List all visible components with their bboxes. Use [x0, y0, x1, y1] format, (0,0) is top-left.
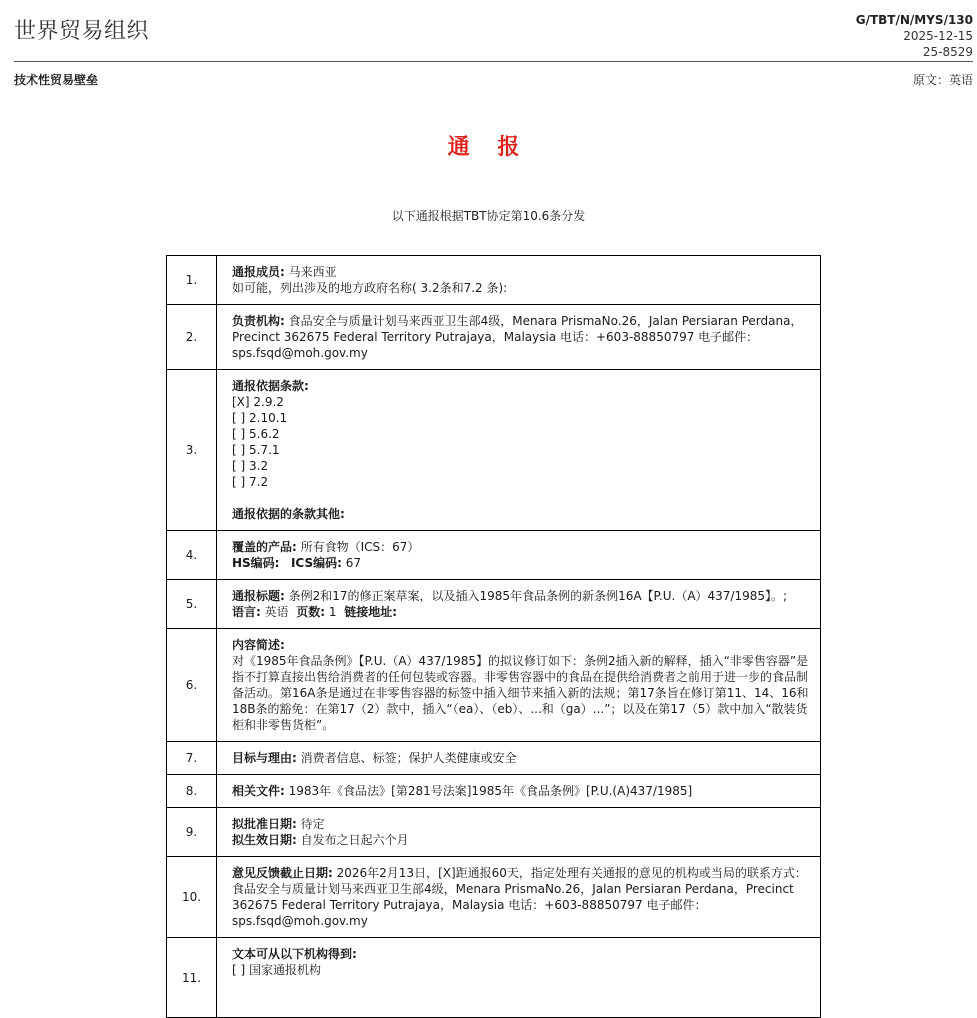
- row-number: 5.: [167, 580, 217, 629]
- original-language: 原文：英语: [912, 73, 973, 87]
- document-symbol: G/TBT/N/MYS/130: [855, 13, 973, 27]
- row-content: [217, 775, 821, 808]
- article-option: [ ] 7.2: [232, 475, 269, 489]
- table-row: [167, 370, 821, 531]
- row-number: 7.: [167, 742, 217, 775]
- row-number: 6.: [167, 629, 217, 742]
- field-value: 67: [341, 556, 361, 570]
- article-option: [ ] 3.2: [232, 459, 269, 473]
- row-number: 2.: [167, 305, 217, 370]
- row-number: 11.: [167, 938, 217, 1018]
- table-row: [167, 742, 821, 775]
- intro-line: 以下通报根据TBT协定第10.6条分发: [391, 209, 586, 223]
- field-label: 页数:: [296, 605, 326, 619]
- table-row: [167, 938, 821, 1018]
- field-label: 意见反馈截止日期:: [232, 866, 333, 880]
- row-number: 1.: [167, 256, 217, 305]
- table-row: [167, 305, 821, 370]
- committee-name: 技术性贸易壁垒: [14, 73, 99, 87]
- field-value: 食品安全与质量计划马来西亚卫生部4级，Menara PrismaNo.26，Jalan Persiaran Perdana，Precinct 362675 Federal Territory Putrajaya，Malaysia 电话：+603-88850797 电子邮件：sps.fsqd@moh.gov.my: [232, 314, 803, 360]
- field-label: 相关文件:: [232, 784, 285, 798]
- table-row: [167, 580, 821, 629]
- notification-heading: 通 报: [447, 135, 530, 160]
- article-option: [ ] 2.10.1: [232, 411, 288, 425]
- field-label: 通报成员:: [232, 265, 285, 279]
- field-label: 目标与理由:: [232, 751, 297, 765]
- row-number: 4.: [167, 531, 217, 580]
- document-date: 2025-12-15: [903, 29, 973, 43]
- field-value: 1: [325, 605, 337, 619]
- row-content: [217, 938, 821, 1018]
- row-content: [217, 305, 821, 370]
- row-content: [217, 370, 821, 531]
- notification-table: [166, 255, 821, 1018]
- field-value: [ ] 国家通报机构: [232, 963, 321, 977]
- row-content: [217, 857, 821, 938]
- document-ref: 25-8529: [922, 45, 973, 59]
- row-content: [217, 256, 821, 305]
- org-title: 世界贸易组织: [14, 19, 150, 44]
- row-content: [217, 742, 821, 775]
- field-value: 条例2和17的修正案草案，以及插入1985年食品条例的新条例16A【P.U.（A）437/1985】。;: [284, 589, 788, 603]
- header-divider: [14, 61, 973, 62]
- article-option: [ ] 5.6.2: [232, 427, 280, 441]
- field-value: 对《1985年食品条例》【P.U.（A）437/1985】的拟议修订如下：条例2插入新的解释，插入“非零售容器”是指不打算直接出售给消费者的任何包装或容器。非零售容器中的食品在提供给消费者之前用于进一步的食品制备活动。第16A条是通过在非零售容器的标签中插入细节来插入新的法规；第17条旨在修订第11、14、16和18B条的豁免：在第17（2）款中，插入“（ea）、（eb）、...和（ga）...”；以及在第17（5）款中加入“散装货柜和非零售货柜”。: [232, 654, 809, 732]
- table-row: [167, 256, 821, 305]
- row-number: 10.: [167, 857, 217, 938]
- row-content: [217, 531, 821, 580]
- table-row: [167, 857, 821, 938]
- field-value: 待定: [296, 817, 325, 831]
- field-value: 1983年《食品法》[第281号法案]1985年《食品条例》[P.U.(A)437/1985]: [284, 784, 693, 798]
- field-value: 英语: [260, 605, 289, 619]
- field-label: 拟批准日期:: [232, 817, 297, 831]
- table-row: [167, 808, 821, 857]
- field-value: 自发布之日起六个月: [296, 833, 409, 847]
- table-row: [167, 629, 821, 742]
- field-label: 通报标题:: [232, 589, 285, 603]
- field-value: 2026年2月13日，[X]距通报60天，指定处理有关通报的意见的机构或当局的联系方式：食品安全与质量计划马来西亚卫生部4级，Menara PrismaNo.26，Jalan Persiaran Perdana，Precinct 362675 Federal Territory Putrajaya，Malaysia 电话：+603-88850797 电子邮件：sps.fsqd@moh.gov.my: [232, 866, 807, 928]
- document-meta: [856, 12, 973, 60]
- field-value: 如可能，列出涉及的地方政府名称( 3.2条和7.2 条):: [232, 281, 508, 295]
- table-row: [167, 531, 821, 580]
- row-number: 9.: [167, 808, 217, 857]
- field-label: 链接地址:: [344, 605, 397, 619]
- field-label: 语言:: [232, 605, 261, 619]
- row-content: [217, 808, 821, 857]
- table-row: [167, 775, 821, 808]
- row-content: [217, 580, 821, 629]
- row-number: 3.: [167, 370, 217, 531]
- article-option: [X] 2.9.2: [232, 395, 284, 409]
- field-label: 覆盖的产品:: [232, 540, 297, 554]
- row-number: 8.: [167, 775, 217, 808]
- field-label: 文本可从以下机构得到:: [232, 947, 357, 961]
- field-label: 拟生效日期:: [232, 833, 297, 847]
- row-content: [217, 629, 821, 742]
- field-label: ICS编码:: [290, 556, 342, 570]
- field-value: 所有食物（ICS：67）: [296, 540, 420, 554]
- field-value: 消费者信息、标签；保护人类健康或安全: [296, 751, 517, 765]
- field-label: 通报依据条款:: [232, 379, 309, 393]
- field-value: 马来西亚: [284, 265, 337, 279]
- article-option: [ ] 5.7.1: [232, 443, 280, 457]
- field-label: HS编码:: [232, 556, 280, 570]
- field-label: 负责机构:: [232, 314, 285, 328]
- field-label: 通报依据的条款其他:: [232, 507, 345, 521]
- field-label: 内容简述:: [232, 638, 285, 652]
